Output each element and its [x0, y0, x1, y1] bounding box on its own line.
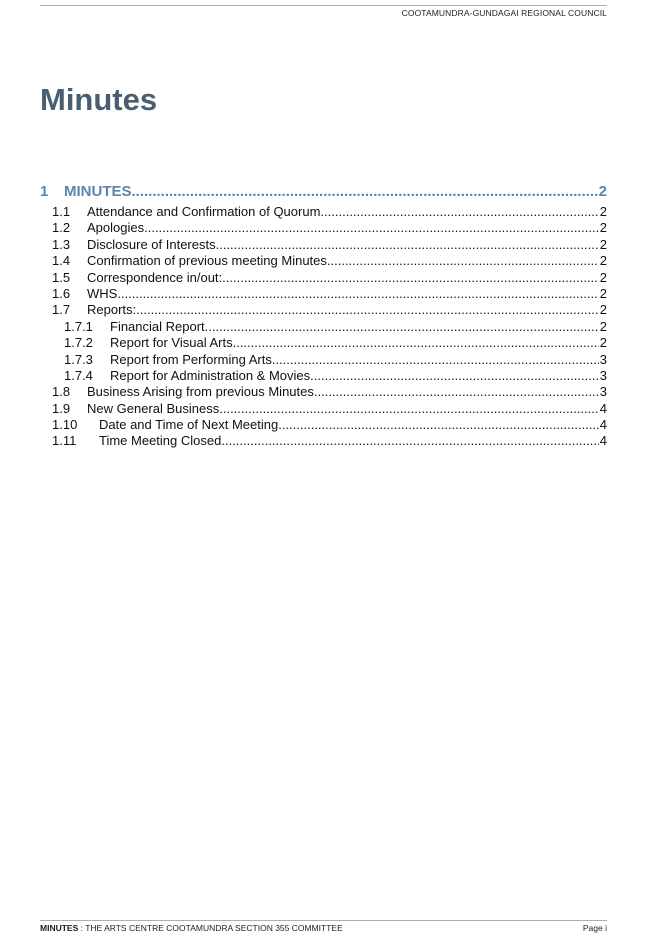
toc-label: Disclosure of Interests [87, 236, 216, 252]
toc-page: 2 [599, 220, 607, 236]
toc-entry[interactable] [40, 204, 607, 220]
header-rule [40, 5, 607, 6]
toc-leader [320, 204, 598, 220]
toc-entry[interactable] [40, 384, 607, 400]
toc-page: 3 [599, 367, 607, 383]
toc-label: Date and Time of Next Meeting [99, 417, 279, 433]
toc-leader [219, 401, 599, 417]
footer-separator: : [78, 923, 86, 933]
toc-page: 2 [599, 302, 607, 318]
toc-page: 2 [599, 269, 607, 285]
table-of-contents [40, 183, 607, 450]
toc-subentry[interactable] [40, 335, 607, 351]
toc-leader [132, 183, 598, 200]
toc-leader [216, 237, 599, 253]
toc-entry[interactable] [40, 253, 607, 269]
toc-label: Report for Administration & Movies [110, 367, 311, 383]
toc-page: 4 [599, 433, 607, 449]
toc-page: 2 [599, 236, 607, 252]
toc-label: Time Meeting Closed [99, 433, 222, 449]
toc-entry[interactable] [40, 401, 607, 417]
toc-page: 2 [598, 183, 607, 200]
toc-number: 1.5 [52, 269, 71, 285]
page-title: Minutes [40, 82, 158, 117]
toc-leader [221, 433, 598, 449]
toc-subentry[interactable] [40, 319, 607, 335]
footer-rule [40, 920, 607, 921]
toc-label: Attendance and Confirmation of Quorum [87, 204, 321, 219]
toc-entry[interactable] [40, 270, 607, 286]
toc-number: 1.11 [52, 433, 77, 449]
toc-entry[interactable] [40, 220, 607, 236]
toc-leader [233, 335, 599, 351]
toc-entry[interactable] [40, 433, 607, 449]
toc-page: 2 [599, 335, 607, 351]
toc-number: 1.7.1 [64, 318, 93, 334]
toc-leader [278, 417, 599, 433]
toc-number: 1.4 [52, 253, 71, 269]
toc-number: 1.7.2 [64, 335, 93, 351]
toc-number: 1.6 [52, 285, 71, 301]
toc-page: 4 [599, 417, 607, 433]
toc-number: 1.1 [52, 204, 71, 219]
toc-number: 1.8 [52, 384, 71, 400]
toc-label: Financial Report [110, 318, 205, 334]
toc-page: 4 [599, 400, 607, 416]
toc-entry[interactable] [40, 417, 607, 433]
toc-leader [144, 220, 599, 236]
toc-page: 3 [599, 384, 607, 400]
toc-number: 1.7 [52, 302, 71, 318]
toc-page: 2 [599, 204, 607, 219]
footer-committee: THE ARTS CENTRE COOTAMUNDRA SECTION 355 COMMITTEE [85, 923, 343, 933]
toc-number: 1.2 [52, 220, 71, 236]
toc-page: 2 [599, 253, 607, 269]
toc-subentry[interactable] [40, 352, 607, 368]
toc-leader [314, 384, 599, 400]
footer-page-number: Page i [582, 923, 607, 933]
toc-entry[interactable] [40, 302, 607, 318]
toc-page: 2 [599, 285, 607, 301]
toc-label: MINUTES [64, 183, 132, 200]
toc-number: 1.10 [52, 417, 78, 433]
toc-leader [117, 286, 598, 302]
toc-label: Reports: [87, 302, 137, 318]
footer-title [40, 923, 343, 933]
toc-leader [136, 302, 599, 318]
toc-number: 1.7.3 [64, 351, 93, 367]
toc-number: 1.9 [52, 400, 71, 416]
toc-leader [272, 352, 599, 368]
footer-section: MINUTES [40, 923, 79, 933]
toc-leader [310, 368, 599, 384]
toc-heading[interactable] [40, 183, 607, 203]
toc-label: New General Business [87, 400, 220, 416]
toc-label: Business Arising from previous Minutes [87, 384, 314, 400]
toc-label: WHS [87, 285, 118, 301]
toc-number: 1.7.4 [64, 367, 93, 383]
toc-label: Report for Visual Arts [110, 335, 233, 351]
toc-leader [327, 253, 599, 269]
toc-entry[interactable] [40, 237, 607, 253]
toc-label: Confirmation of previous meeting Minutes [87, 253, 327, 269]
toc-leader [205, 319, 599, 335]
toc-page: 2 [599, 318, 607, 334]
toc-number: 1 [40, 183, 49, 200]
toc-number: 1.3 [52, 236, 71, 252]
header-organisation: COOTAMUNDRA-GUNDAGAI REGIONAL COUNCIL [401, 8, 607, 18]
toc-entry[interactable] [40, 286, 607, 302]
toc-leader [222, 270, 599, 286]
toc-label: Apologies [87, 220, 145, 236]
toc-label: Correspondence in/out: [87, 269, 223, 285]
toc-label: Report from Performing Arts [110, 351, 272, 367]
toc-page: 3 [599, 351, 607, 367]
toc-subentry[interactable] [40, 368, 607, 384]
